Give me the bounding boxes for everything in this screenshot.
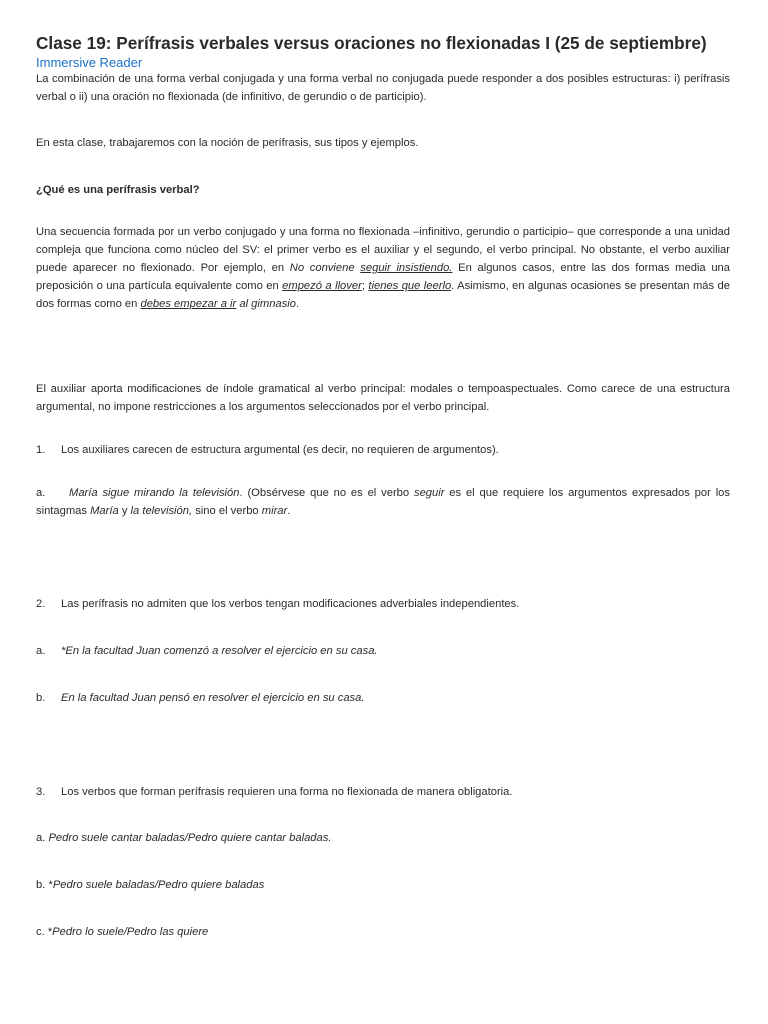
definition-separator: ; xyxy=(361,280,369,292)
auxiliar-paragraph: El auxiliar aporta modificaciones de índole gramatical al verbo principal: modales o tempoaspectuales. Como carece de una estructura argumental, no impone restricciones a los argumentos seleccionados por el verbo principal. xyxy=(36,383,730,413)
example-debes-empezar-a-ir: debes empezar a ir xyxy=(140,298,237,310)
example-1a-television: la televisión, xyxy=(130,505,193,517)
example-empezo-a-llover: empezó a llover xyxy=(282,280,362,292)
example-2a xyxy=(36,642,730,660)
example-1a-seguir: seguir xyxy=(413,487,445,499)
example-2b-text: En la facultad Juan pensó en resolver el ejercicio en su casa. xyxy=(61,692,365,704)
example-seguir-insistiendo: seguir insistiendo. xyxy=(360,262,453,274)
example-1a-mirar: mirar xyxy=(261,505,288,517)
example-3c-text: Pedro lo suele/Pedro las quiere xyxy=(52,926,209,938)
example-3b-star: * xyxy=(48,879,53,891)
example-1a-text-1: . (Obsérvese que no es el verbo xyxy=(239,487,414,499)
point-3 xyxy=(36,783,730,801)
point-2 xyxy=(36,595,730,613)
example-3b-text: Pedro suele baladas/Pedro quiere baladas xyxy=(52,879,265,891)
definition-text-2: En algunos casos, entre las dos formas media una preposición o una partícula equivalente como en xyxy=(36,262,731,292)
example-2a-label: a. xyxy=(36,645,46,657)
example-al-gimnasio: al gimnasio xyxy=(236,298,296,310)
example-3b xyxy=(36,876,730,894)
example-1a-sentence: María sigue mirando la televisión xyxy=(69,487,240,499)
point-2-number: 2. xyxy=(36,598,46,610)
definition-text-4: . xyxy=(295,298,300,310)
point-3-number: 3. xyxy=(36,786,46,798)
example-3a-text: Pedro suele cantar baladas/Pedro quiere cantar baladas. xyxy=(48,832,332,844)
definition-text-3: . Asimismo, en algunas ocasiones se presentan más de dos formas como en xyxy=(36,280,730,310)
example-1a-text-2: es el que requiere los argumentos expresados por los sintagmas xyxy=(36,487,730,517)
example-no-conviene: No conviene xyxy=(289,262,355,274)
example-3a-label: a. xyxy=(36,832,46,844)
example-tienes-que-leerlo: tienes que leerlo xyxy=(368,280,452,292)
example-1a-label: a. xyxy=(36,487,46,499)
example-2b xyxy=(36,689,730,707)
immersive-reader-link[interactable]: Immersive Reader xyxy=(36,55,143,70)
example-2b-label: b. xyxy=(36,692,46,704)
point-1-text: Los auxiliares carecen de estructura argumental (es decir, no requieren de argumentos). xyxy=(61,444,499,456)
definition-paragraph xyxy=(36,223,730,313)
example-1a xyxy=(36,484,730,520)
class-intro-paragraph: En esta clase, trabajaremos con la noción de perífrasis, sus tipos y ejemplos. xyxy=(36,137,419,149)
example-3c-label: c. xyxy=(36,926,45,938)
example-1a-text-3: sino el verbo xyxy=(192,505,262,517)
definition-text-1: Una secuencia formada por un verbo conjugado y una forma no flexionada –infinitivo, gerundio o participio– que corresponde a una unidad compleja que funciona como núcleo del SV: el primer verbo es el auxiliar y el segundo, el verbo principal. No obstante, el verbo auxiliar puede aparecer no flexionado. Por ejemplo, en xyxy=(36,226,730,274)
intro-paragraph: La combinación de una forma verbal conjugada y una forma verbal no conjugada puede responder a dos posibles estructuras: i) perífrasis verbal o ii) una oración no flexionada (de infinitivo, de gerundio o de participio). xyxy=(36,73,730,103)
example-3b-label: b. xyxy=(36,879,46,891)
example-3c-star: * xyxy=(47,926,53,938)
example-3c xyxy=(36,923,730,941)
example-2a-text: *En la facultad Juan comenzó a resolver el ejercicio en su casa. xyxy=(61,645,378,657)
point-3-text: Los verbos que forman perífrasis requieren una forma no flexionada de manera obligatoria. xyxy=(61,786,513,798)
example-1a-text-4: . xyxy=(287,505,291,517)
example-1a-y: y xyxy=(118,505,131,517)
point-2-text: Las perífrasis no admiten que los verbos tengan modificaciones adverbiales independientes. xyxy=(61,598,520,610)
page-title: Clase 19: Perífrasis verbales versus oraciones no flexionadas I (25 de septiembre) xyxy=(36,33,707,53)
point-1 xyxy=(36,441,730,459)
point-1-number: 1. xyxy=(36,444,46,456)
section-question: ¿Qué es una perífrasis verbal? xyxy=(36,184,200,196)
example-3a xyxy=(36,829,730,847)
example-1a-maria: María xyxy=(90,505,119,517)
